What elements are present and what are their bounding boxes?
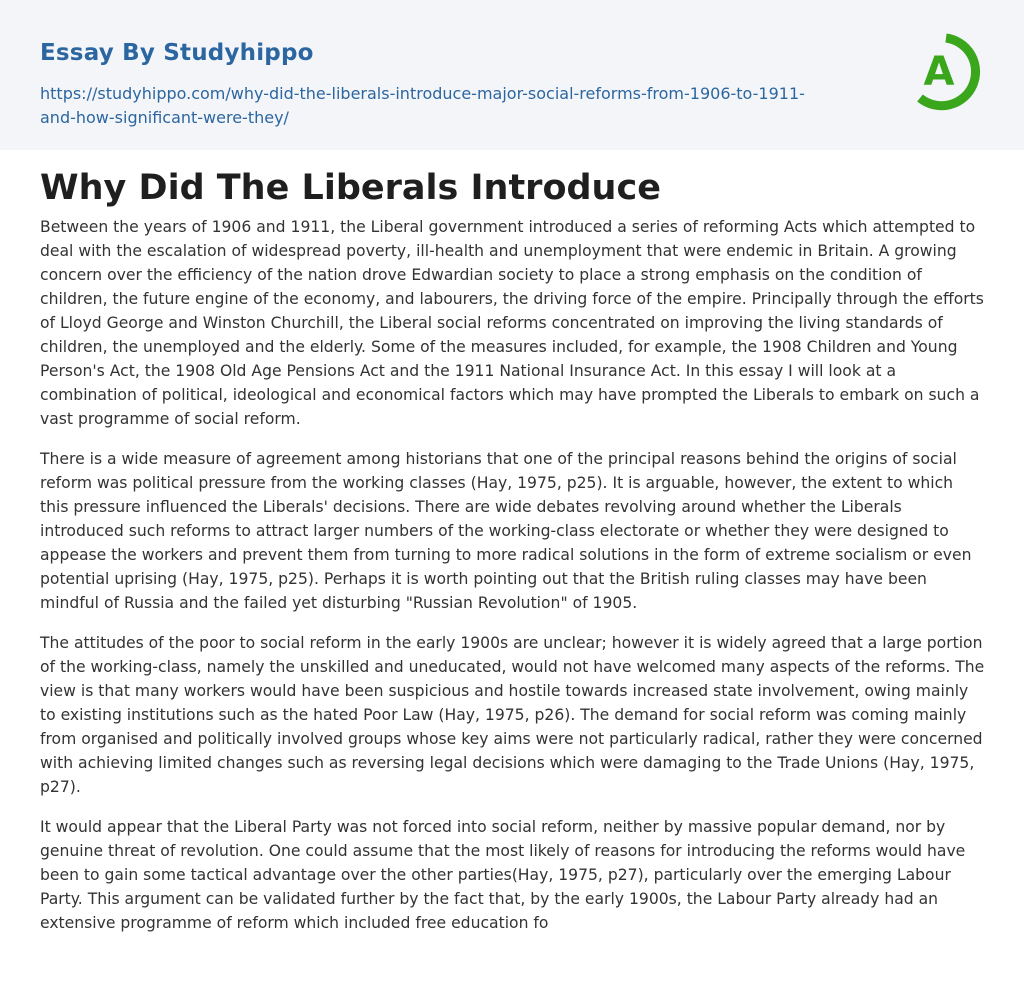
article-paragraph-1: Between the years of 1906 and 1911, the Liberal government introduced a series of reforming Acts which attempted to deal with the escalation of widespread poverty, ill-health and unemployment that were endemic in Britain. A growing concern over the efficiency of the nation drove Edwardian society to place a strong emphasis on the condition of children, the future engine of the economy, and labourers, the driving force of the empire. Principally through the efforts of Lloyd George and Winston Churchill, the Liberal social reforms concentrated on improving the living standards of children, the unemployed and the elderly. Some of the measures included, for example, the 1908 Children and Young Person's Act, the 1908 Old Age Pensions Act and the 1911 National Insurance Act. In this essay I will look at a combination of political, ideological and economical factors which may have prompted the Liberals to embark on such a vast programme of social reform. bbox=[40, 218, 984, 428]
brand-title[interactable]: Essay By Studyhippo bbox=[40, 40, 314, 66]
article-paragraph-2: There is a wide measure of agreement among historians that one of the principal reasons behind the origins of social reform was political pressure from the working classes (Hay, 1975, p25). It is arguable, however, the extent to which this pressure influenced the Liberals' decisions. There are wide debates revolving around whether the Liberals introduced such reforms to attract larger numbers of the working-class electorate or whether they were designed to appease the workers and prevent them from turning to more radical solutions in the form of extreme socialism or even potential uprising (Hay, 1975, p25). Perhaps it is worth pointing out that the British ruling classes may have been mindful of Russia and the failed yet disturbing "Russian Revolution" of 1905. bbox=[40, 450, 972, 612]
essay-url-line-2[interactable]: and-how-significant-were-they/ bbox=[40, 108, 289, 127]
article-paragraph-3: The attitudes of the poor to social reform in the early 1900s are unclear; however it is widely agreed that a large portion of the working-class, namely the unskilled and uneducated, would not have welcomed many aspects of the reforms. The view is that many workers would have been suspicious and hostile towards increased state involvement, owing mainly to existing institutions such as the hated Poor Law (Hay, 1975, p26). The demand for social reform was coming mainly from organised and politically involved groups whose key aims were not particularly radical, rather they were concerned with achieving limited changes such as reversing legal decisions which were damaging to the Trade Unions (Hay, 1975, p27). bbox=[40, 634, 985, 796]
studyhippo-logo-icon[interactable] bbox=[908, 28, 988, 116]
article bbox=[40, 165, 985, 951]
article-title: Why Did The Liberals Introduce bbox=[40, 168, 661, 208]
site-header bbox=[0, 0, 1024, 150]
essay-url-line-1[interactable]: https://studyhippo.com/why-did-the-liberals-introduce-major-social-reforms-from-1906-to-1911- bbox=[40, 84, 805, 103]
logo-letter: A bbox=[923, 49, 955, 95]
article-paragraph-4: It would appear that the Liberal Party was not forced into social reform, neither by massive popular demand, nor by genuine threat of revolution. One could assume that the most likely of reasons for introducing the reforms would have been to gain some tactical advantage over the other parties(Hay, 1975, p27), particularly over the emerging Labour Party. This argument can be validated further by the fact that, by the early 1900s, the Labour Party already had an extensive programme of reform which included free education fo bbox=[40, 818, 966, 932]
essay-url-link[interactable] bbox=[40, 82, 840, 130]
